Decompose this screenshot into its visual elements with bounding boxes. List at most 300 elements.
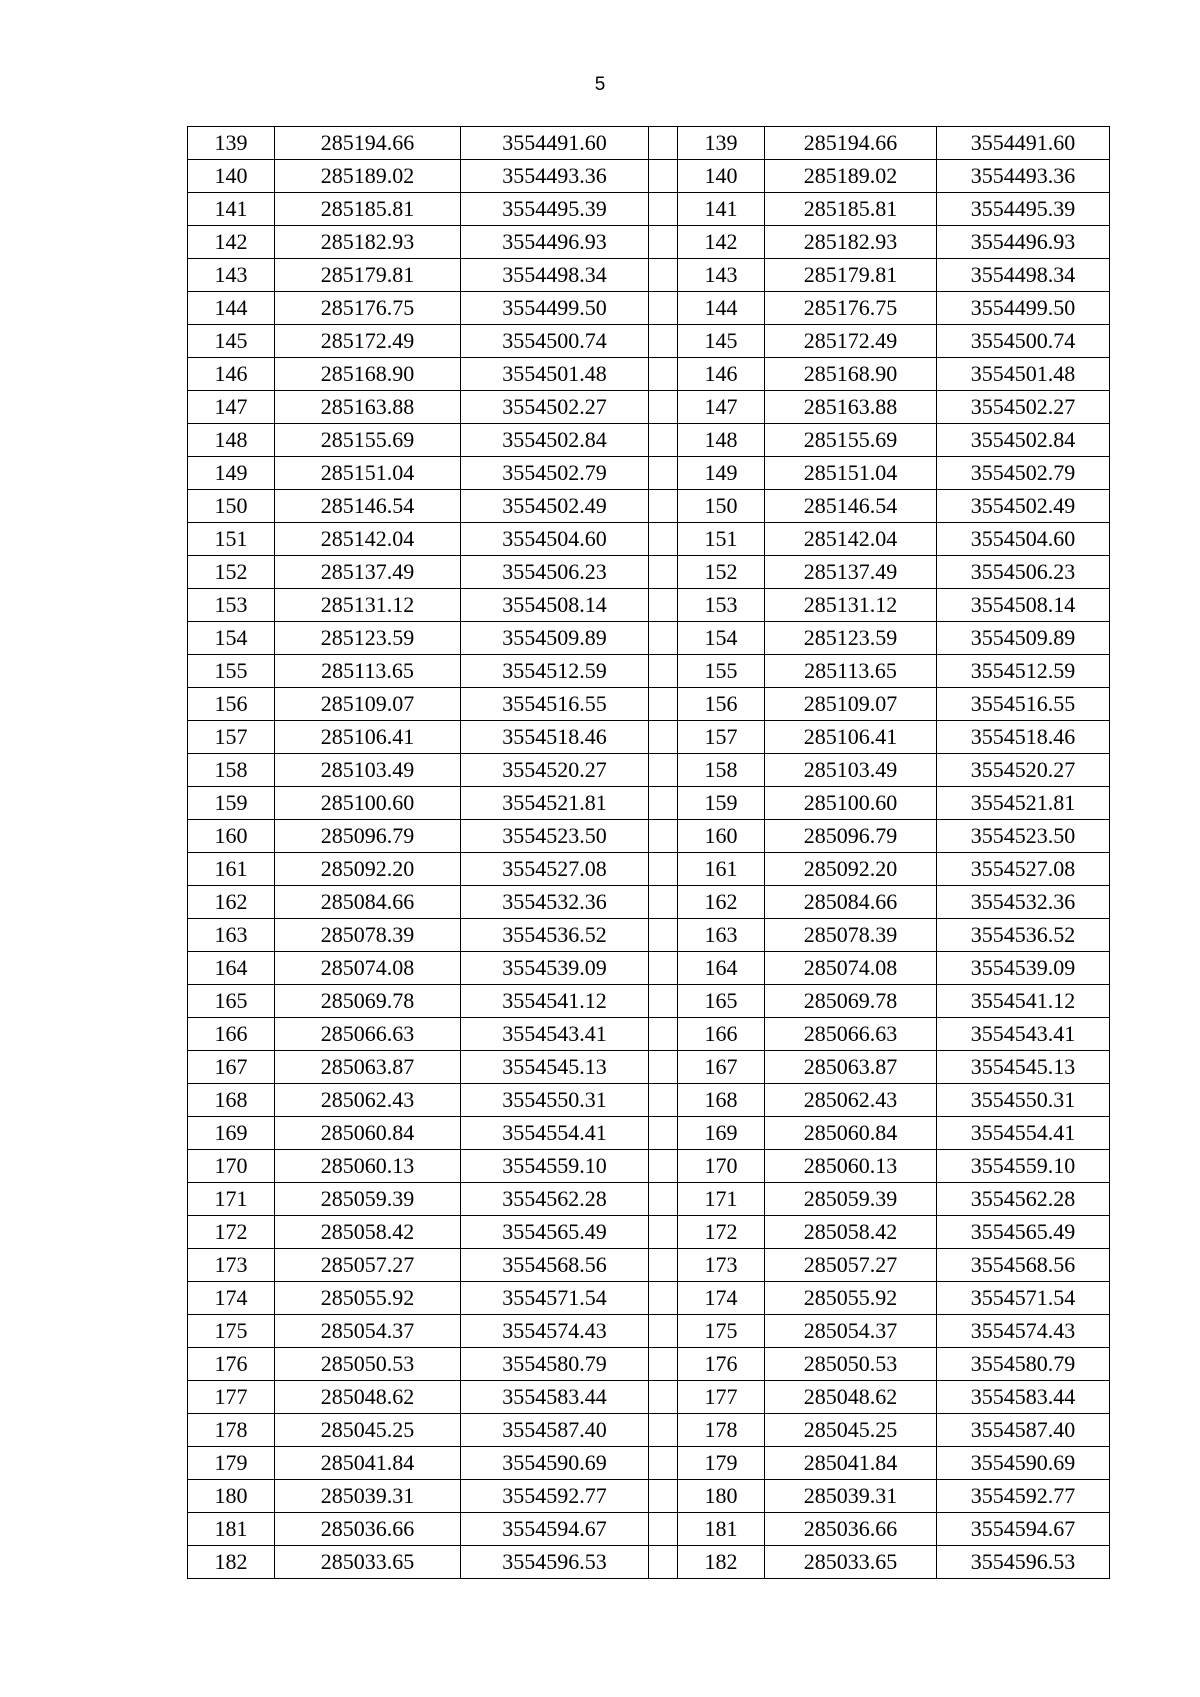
right-y-coordinate: 3554502.79 [937, 457, 1110, 490]
right-y-coordinate: 3554580.79 [937, 1348, 1110, 1381]
left-y-coordinate: 3554523.50 [461, 820, 649, 853]
left-x-coordinate: 285036.66 [275, 1513, 461, 1546]
spacer-cell [649, 292, 678, 325]
right-point-number: 157 [678, 721, 765, 754]
right-point-number: 179 [678, 1447, 765, 1480]
right-point-number: 141 [678, 193, 765, 226]
right-y-coordinate: 3554504.60 [937, 523, 1110, 556]
right-x-coordinate: 285041.84 [765, 1447, 937, 1480]
left-point-number: 153 [188, 589, 275, 622]
left-y-coordinate: 3554502.49 [461, 490, 649, 523]
right-y-coordinate: 3554571.54 [937, 1282, 1110, 1315]
left-y-coordinate: 3554532.36 [461, 886, 649, 919]
right-point-number: 168 [678, 1084, 765, 1117]
table-row [188, 589, 1110, 622]
table-row [188, 721, 1110, 754]
right-point-number: 180 [678, 1480, 765, 1513]
right-x-coordinate: 285155.69 [765, 424, 937, 457]
right-point-number: 148 [678, 424, 765, 457]
spacer-cell [649, 226, 678, 259]
left-point-number: 141 [188, 193, 275, 226]
right-point-number: 164 [678, 952, 765, 985]
right-x-coordinate: 285100.60 [765, 787, 937, 820]
left-x-coordinate: 285074.08 [275, 952, 461, 985]
right-y-coordinate: 3554502.49 [937, 490, 1110, 523]
left-x-coordinate: 285109.07 [275, 688, 461, 721]
left-point-number: 151 [188, 523, 275, 556]
spacer-cell [649, 1150, 678, 1183]
left-y-coordinate: 3554502.84 [461, 424, 649, 457]
left-point-number: 155 [188, 655, 275, 688]
right-point-number: 165 [678, 985, 765, 1018]
right-x-coordinate: 285172.49 [765, 325, 937, 358]
right-point-number: 171 [678, 1183, 765, 1216]
right-y-coordinate: 3554596.53 [937, 1546, 1110, 1579]
left-y-coordinate: 3554496.93 [461, 226, 649, 259]
right-x-coordinate: 285106.41 [765, 721, 937, 754]
left-x-coordinate: 285048.62 [275, 1381, 461, 1414]
right-point-number: 181 [678, 1513, 765, 1546]
left-x-coordinate: 285103.49 [275, 754, 461, 787]
left-point-number: 179 [188, 1447, 275, 1480]
spacer-cell [649, 754, 678, 787]
right-point-number: 156 [678, 688, 765, 721]
left-y-coordinate: 3554493.36 [461, 160, 649, 193]
spacer-cell [649, 985, 678, 1018]
right-x-coordinate: 285036.66 [765, 1513, 937, 1546]
right-x-coordinate: 285179.81 [765, 259, 937, 292]
spacer-cell [649, 1414, 678, 1447]
left-point-number: 145 [188, 325, 275, 358]
spacer-cell [649, 622, 678, 655]
right-y-coordinate: 3554543.41 [937, 1018, 1110, 1051]
right-point-number: 182 [678, 1546, 765, 1579]
right-x-coordinate: 285063.87 [765, 1051, 937, 1084]
right-x-coordinate: 285151.04 [765, 457, 937, 490]
left-point-number: 152 [188, 556, 275, 589]
right-point-number: 178 [678, 1414, 765, 1447]
left-x-coordinate: 285142.04 [275, 523, 461, 556]
right-x-coordinate: 285078.39 [765, 919, 937, 952]
table-row [188, 1282, 1110, 1315]
right-y-coordinate: 3554496.93 [937, 226, 1110, 259]
left-x-coordinate: 285057.27 [275, 1249, 461, 1282]
left-x-coordinate: 285146.54 [275, 490, 461, 523]
left-point-number: 169 [188, 1117, 275, 1150]
table-row [188, 457, 1110, 490]
right-y-coordinate: 3554532.36 [937, 886, 1110, 919]
right-x-coordinate: 285050.53 [765, 1348, 937, 1381]
right-point-number: 145 [678, 325, 765, 358]
left-y-coordinate: 3554536.52 [461, 919, 649, 952]
left-point-number: 166 [188, 1018, 275, 1051]
left-x-coordinate: 285113.65 [275, 655, 461, 688]
left-point-number: 176 [188, 1348, 275, 1381]
left-y-coordinate: 3554501.48 [461, 358, 649, 391]
left-point-number: 139 [188, 127, 275, 160]
left-point-number: 150 [188, 490, 275, 523]
right-y-coordinate: 3554550.31 [937, 1084, 1110, 1117]
left-point-number: 163 [188, 919, 275, 952]
right-point-number: 147 [678, 391, 765, 424]
left-point-number: 182 [188, 1546, 275, 1579]
right-point-number: 176 [678, 1348, 765, 1381]
spacer-cell [649, 1315, 678, 1348]
left-point-number: 165 [188, 985, 275, 1018]
left-point-number: 173 [188, 1249, 275, 1282]
left-y-coordinate: 3554520.27 [461, 754, 649, 787]
left-point-number: 180 [188, 1480, 275, 1513]
right-x-coordinate: 285185.81 [765, 193, 937, 226]
right-point-number: 167 [678, 1051, 765, 1084]
left-point-number: 148 [188, 424, 275, 457]
left-x-coordinate: 285096.79 [275, 820, 461, 853]
left-y-coordinate: 3554590.69 [461, 1447, 649, 1480]
left-y-coordinate: 3554518.46 [461, 721, 649, 754]
spacer-cell [649, 853, 678, 886]
left-point-number: 172 [188, 1216, 275, 1249]
table-row [188, 127, 1110, 160]
left-x-coordinate: 285123.59 [275, 622, 461, 655]
right-y-coordinate: 3554506.23 [937, 556, 1110, 589]
left-x-coordinate: 285189.02 [275, 160, 461, 193]
left-x-coordinate: 285041.84 [275, 1447, 461, 1480]
left-y-coordinate: 3554592.77 [461, 1480, 649, 1513]
left-x-coordinate: 285176.75 [275, 292, 461, 325]
left-y-coordinate: 3554495.39 [461, 193, 649, 226]
left-point-number: 147 [188, 391, 275, 424]
right-x-coordinate: 285045.25 [765, 1414, 937, 1447]
spacer-cell [649, 325, 678, 358]
spacer-cell [649, 1546, 678, 1579]
right-y-coordinate: 3554541.12 [937, 985, 1110, 1018]
left-x-coordinate: 285063.87 [275, 1051, 461, 1084]
spacer-cell [649, 1084, 678, 1117]
left-y-coordinate: 3554499.50 [461, 292, 649, 325]
right-x-coordinate: 285057.27 [765, 1249, 937, 1282]
table-row [188, 259, 1110, 292]
spacer-cell [649, 1282, 678, 1315]
spacer-cell [649, 886, 678, 919]
right-point-number: 149 [678, 457, 765, 490]
spacer-cell [649, 1249, 678, 1282]
right-y-coordinate: 3554562.28 [937, 1183, 1110, 1216]
right-y-coordinate: 3554554.41 [937, 1117, 1110, 1150]
right-point-number: 158 [678, 754, 765, 787]
right-x-coordinate: 285058.42 [765, 1216, 937, 1249]
right-y-coordinate: 3554508.14 [937, 589, 1110, 622]
left-point-number: 156 [188, 688, 275, 721]
right-x-coordinate: 285048.62 [765, 1381, 937, 1414]
right-y-coordinate: 3554491.60 [937, 127, 1110, 160]
table-row [188, 1216, 1110, 1249]
left-point-number: 162 [188, 886, 275, 919]
right-y-coordinate: 3554587.40 [937, 1414, 1110, 1447]
right-y-coordinate: 3554502.84 [937, 424, 1110, 457]
table-row [188, 1084, 1110, 1117]
table-row [188, 523, 1110, 556]
right-y-coordinate: 3554499.50 [937, 292, 1110, 325]
spacer-cell [649, 523, 678, 556]
table-row [188, 985, 1110, 1018]
left-point-number: 175 [188, 1315, 275, 1348]
right-y-coordinate: 3554574.43 [937, 1315, 1110, 1348]
spacer-cell [649, 424, 678, 457]
left-x-coordinate: 285179.81 [275, 259, 461, 292]
right-y-coordinate: 3554568.56 [937, 1249, 1110, 1282]
right-point-number: 172 [678, 1216, 765, 1249]
right-point-number: 142 [678, 226, 765, 259]
table-row [188, 1381, 1110, 1414]
right-y-coordinate: 3554565.49 [937, 1216, 1110, 1249]
right-y-coordinate: 3554523.50 [937, 820, 1110, 853]
spacer-cell [649, 655, 678, 688]
left-x-coordinate: 285106.41 [275, 721, 461, 754]
left-y-coordinate: 3554508.14 [461, 589, 649, 622]
table-row [188, 358, 1110, 391]
right-point-number: 144 [678, 292, 765, 325]
table-row [188, 655, 1110, 688]
left-y-coordinate: 3554574.43 [461, 1315, 649, 1348]
left-x-coordinate: 285045.25 [275, 1414, 461, 1447]
left-point-number: 149 [188, 457, 275, 490]
spacer-cell [649, 1051, 678, 1084]
left-y-coordinate: 3554596.53 [461, 1546, 649, 1579]
left-y-coordinate: 3554491.60 [461, 127, 649, 160]
spacer-cell [649, 820, 678, 853]
left-point-number: 168 [188, 1084, 275, 1117]
right-x-coordinate: 285142.04 [765, 523, 937, 556]
right-y-coordinate: 3554516.55 [937, 688, 1110, 721]
right-y-coordinate: 3554520.27 [937, 754, 1110, 787]
left-y-coordinate: 3554509.89 [461, 622, 649, 655]
spacer-cell [649, 1513, 678, 1546]
spacer-cell [649, 589, 678, 622]
spacer-cell [649, 160, 678, 193]
left-y-coordinate: 3554527.08 [461, 853, 649, 886]
left-x-coordinate: 285050.53 [275, 1348, 461, 1381]
table-row [188, 1150, 1110, 1183]
table-row [188, 886, 1110, 919]
right-x-coordinate: 285059.39 [765, 1183, 937, 1216]
right-point-number: 161 [678, 853, 765, 886]
left-y-coordinate: 3554587.40 [461, 1414, 649, 1447]
right-point-number: 150 [678, 490, 765, 523]
left-x-coordinate: 285059.39 [275, 1183, 461, 1216]
left-point-number: 181 [188, 1513, 275, 1546]
left-point-number: 144 [188, 292, 275, 325]
table-row [188, 490, 1110, 523]
spacer-cell [649, 358, 678, 391]
left-y-coordinate: 3554504.60 [461, 523, 649, 556]
left-y-coordinate: 3554550.31 [461, 1084, 649, 1117]
left-point-number: 159 [188, 787, 275, 820]
left-y-coordinate: 3554541.12 [461, 985, 649, 1018]
table-row [188, 952, 1110, 985]
left-y-coordinate: 3554516.55 [461, 688, 649, 721]
right-x-coordinate: 285054.37 [765, 1315, 937, 1348]
table-row [188, 226, 1110, 259]
table-row [188, 1183, 1110, 1216]
table-row [188, 1018, 1110, 1051]
spacer-cell [649, 919, 678, 952]
table-row [188, 622, 1110, 655]
left-x-coordinate: 285155.69 [275, 424, 461, 457]
spacer-cell [649, 1447, 678, 1480]
right-x-coordinate: 285109.07 [765, 688, 937, 721]
left-point-number: 171 [188, 1183, 275, 1216]
right-x-coordinate: 285092.20 [765, 853, 937, 886]
left-y-coordinate: 3554594.67 [461, 1513, 649, 1546]
right-y-coordinate: 3554545.13 [937, 1051, 1110, 1084]
spacer-cell [649, 1183, 678, 1216]
left-x-coordinate: 285168.90 [275, 358, 461, 391]
right-y-coordinate: 3554502.27 [937, 391, 1110, 424]
left-point-number: 146 [188, 358, 275, 391]
left-x-coordinate: 285078.39 [275, 919, 461, 952]
left-x-coordinate: 285182.93 [275, 226, 461, 259]
left-y-coordinate: 3554500.74 [461, 325, 649, 358]
left-x-coordinate: 285039.31 [275, 1480, 461, 1513]
left-x-coordinate: 285084.66 [275, 886, 461, 919]
left-y-coordinate: 3554521.81 [461, 787, 649, 820]
spacer-cell [649, 193, 678, 226]
right-x-coordinate: 285137.49 [765, 556, 937, 589]
spacer-cell [649, 1348, 678, 1381]
left-x-coordinate: 285058.42 [275, 1216, 461, 1249]
right-x-coordinate: 285189.02 [765, 160, 937, 193]
left-y-coordinate: 3554502.27 [461, 391, 649, 424]
right-x-coordinate: 285168.90 [765, 358, 937, 391]
right-y-coordinate: 3554559.10 [937, 1150, 1110, 1183]
table-row [188, 160, 1110, 193]
left-x-coordinate: 285055.92 [275, 1282, 461, 1315]
table-row [188, 1051, 1110, 1084]
left-point-number: 158 [188, 754, 275, 787]
table-row [188, 1315, 1110, 1348]
right-y-coordinate: 3554498.34 [937, 259, 1110, 292]
left-y-coordinate: 3554554.41 [461, 1117, 649, 1150]
table-row [188, 1447, 1110, 1480]
right-y-coordinate: 3554539.09 [937, 952, 1110, 985]
right-x-coordinate: 285131.12 [765, 589, 937, 622]
right-point-number: 170 [678, 1150, 765, 1183]
left-y-coordinate: 3554568.56 [461, 1249, 649, 1282]
right-x-coordinate: 285113.65 [765, 655, 937, 688]
table-row [188, 820, 1110, 853]
left-x-coordinate: 285066.63 [275, 1018, 461, 1051]
right-x-coordinate: 285069.78 [765, 985, 937, 1018]
left-x-coordinate: 285033.65 [275, 1546, 461, 1579]
right-point-number: 153 [678, 589, 765, 622]
right-y-coordinate: 3554583.44 [937, 1381, 1110, 1414]
spacer-cell [649, 259, 678, 292]
table-row [188, 1480, 1110, 1513]
spacer-cell [649, 721, 678, 754]
right-point-number: 159 [678, 787, 765, 820]
left-x-coordinate: 285062.43 [275, 1084, 461, 1117]
right-y-coordinate: 3554527.08 [937, 853, 1110, 886]
left-x-coordinate: 285185.81 [275, 193, 461, 226]
left-y-coordinate: 3554498.34 [461, 259, 649, 292]
right-x-coordinate: 285163.88 [765, 391, 937, 424]
right-x-coordinate: 285176.75 [765, 292, 937, 325]
right-y-coordinate: 3554592.77 [937, 1480, 1110, 1513]
right-point-number: 143 [678, 259, 765, 292]
right-point-number: 174 [678, 1282, 765, 1315]
left-point-number: 177 [188, 1381, 275, 1414]
right-x-coordinate: 285146.54 [765, 490, 937, 523]
table-row [188, 193, 1110, 226]
right-y-coordinate: 3554594.67 [937, 1513, 1110, 1546]
left-point-number: 142 [188, 226, 275, 259]
right-x-coordinate: 285039.31 [765, 1480, 937, 1513]
table-row [188, 424, 1110, 457]
left-x-coordinate: 285151.04 [275, 457, 461, 490]
coordinates-table [187, 126, 1110, 1579]
table-row [188, 556, 1110, 589]
right-x-coordinate: 285084.66 [765, 886, 937, 919]
right-point-number: 140 [678, 160, 765, 193]
left-y-coordinate: 3554539.09 [461, 952, 649, 985]
right-x-coordinate: 285062.43 [765, 1084, 937, 1117]
right-point-number: 146 [678, 358, 765, 391]
spacer-cell [649, 391, 678, 424]
left-x-coordinate: 285060.84 [275, 1117, 461, 1150]
left-point-number: 161 [188, 853, 275, 886]
right-point-number: 175 [678, 1315, 765, 1348]
left-point-number: 160 [188, 820, 275, 853]
table-row [188, 688, 1110, 721]
right-point-number: 160 [678, 820, 765, 853]
left-point-number: 143 [188, 259, 275, 292]
table-row [188, 391, 1110, 424]
table-row [188, 919, 1110, 952]
left-y-coordinate: 3554580.79 [461, 1348, 649, 1381]
spacer-cell [649, 787, 678, 820]
right-y-coordinate: 3554512.59 [937, 655, 1110, 688]
spacer-cell [649, 1480, 678, 1513]
left-y-coordinate: 3554543.41 [461, 1018, 649, 1051]
left-y-coordinate: 3554506.23 [461, 556, 649, 589]
left-y-coordinate: 3554559.10 [461, 1150, 649, 1183]
right-x-coordinate: 285074.08 [765, 952, 937, 985]
left-point-number: 140 [188, 160, 275, 193]
right-y-coordinate: 3554493.36 [937, 160, 1110, 193]
spacer-cell [649, 1018, 678, 1051]
left-point-number: 154 [188, 622, 275, 655]
left-point-number: 157 [188, 721, 275, 754]
spacer-cell [649, 490, 678, 523]
right-x-coordinate: 285103.49 [765, 754, 937, 787]
spacer-cell [649, 1117, 678, 1150]
table-row [188, 1117, 1110, 1150]
left-point-number: 178 [188, 1414, 275, 1447]
left-y-coordinate: 3554562.28 [461, 1183, 649, 1216]
left-y-coordinate: 3554565.49 [461, 1216, 649, 1249]
right-point-number: 151 [678, 523, 765, 556]
right-point-number: 139 [678, 127, 765, 160]
right-y-coordinate: 3554521.81 [937, 787, 1110, 820]
table-row [188, 1546, 1110, 1579]
spacer-cell [649, 1381, 678, 1414]
table-row [188, 1513, 1110, 1546]
right-point-number: 155 [678, 655, 765, 688]
left-x-coordinate: 285060.13 [275, 1150, 461, 1183]
spacer-cell [649, 952, 678, 985]
left-y-coordinate: 3554545.13 [461, 1051, 649, 1084]
table-row [188, 1249, 1110, 1282]
